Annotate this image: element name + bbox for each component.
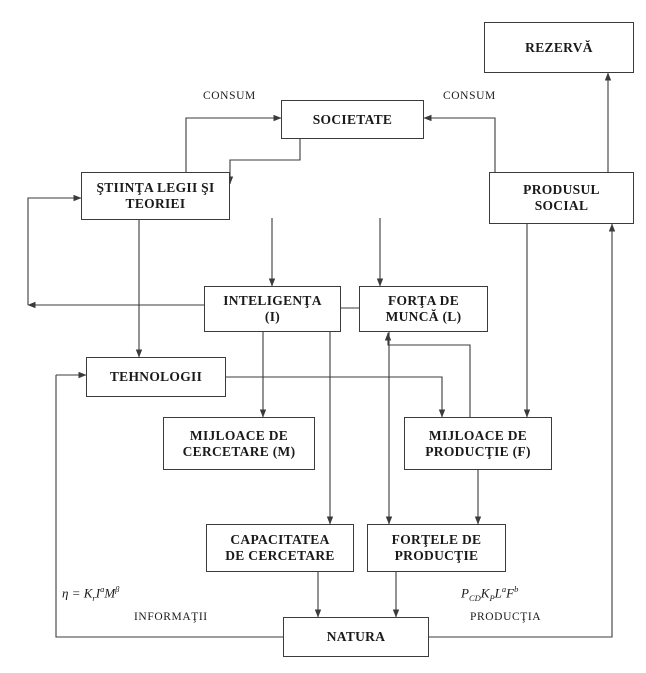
node-natura[interactable] xyxy=(283,617,429,657)
formula-research-k-sub: r xyxy=(92,592,96,603)
formula-research-k: K xyxy=(83,585,93,601)
formula-research-eq: = xyxy=(71,585,81,601)
node-mijloace-de-productie-line2: PRODUCŢIE (F) xyxy=(425,443,531,459)
formula-research-i: I xyxy=(95,585,101,601)
node-capacitatea-de-cercetare-line1: CAPACITATEA xyxy=(230,532,330,548)
node-fortele-de-productie[interactable] xyxy=(367,524,506,572)
node-natura-line1: NATURA xyxy=(326,629,386,645)
formula-production-k: K xyxy=(480,585,490,601)
node-mijloace-de-cercetare-line2: CERCETARE (M) xyxy=(182,443,296,459)
node-mijloace-de-cercetare-line1: MIJLOACE DE xyxy=(189,427,289,443)
formula-research-m: M xyxy=(104,585,116,601)
node-stiinta-legii-line2: TEORIEI xyxy=(125,196,186,211)
node-fortele-de-productie-line2: PRODUCŢIE xyxy=(394,548,479,563)
node-tehnologii-line1: TEHNOLOGII xyxy=(109,369,203,385)
node-forta-de-munca-line2: MUNCĂ (L) xyxy=(385,309,462,324)
node-produsul-social-line1: PRODUSUL xyxy=(523,182,600,198)
formula-production-p: P xyxy=(461,585,469,601)
node-produsul-social[interactable] xyxy=(489,172,634,224)
formula-production-p-sub: CD xyxy=(468,592,481,603)
formula-research-m-sup: β xyxy=(115,584,120,594)
edge-label-informatii: INFORMAŢII xyxy=(134,611,208,623)
edge-label-consum-left: CONSUM xyxy=(203,90,256,102)
node-tehnologii[interactable] xyxy=(86,357,226,397)
node-mijloace-de-cercetare[interactable] xyxy=(163,417,315,470)
formula-research xyxy=(62,584,119,603)
node-rezerva-line1: REZERVĂ xyxy=(525,39,593,55)
formula-production-f-sup: b xyxy=(514,584,519,594)
node-mijloace-de-productie-line1: MIJLOACE DE xyxy=(428,427,528,443)
node-capacitatea-de-cercetare[interactable] xyxy=(206,524,354,572)
node-fortele-de-productie-line1: FORŢELE DE xyxy=(391,532,482,548)
node-mijloace-de-productie[interactable] xyxy=(404,417,552,470)
formula-production-k-sub: P xyxy=(489,592,495,603)
formula-production-l-sup: a xyxy=(501,584,507,594)
formula-production xyxy=(461,584,518,603)
node-stiinta-legii[interactable] xyxy=(81,172,230,220)
node-rezerva[interactable] xyxy=(484,22,634,73)
node-societate-line1: SOCIETATE xyxy=(312,111,393,127)
node-forta-de-munca[interactable] xyxy=(359,286,488,332)
edge-label-consum-right: CONSUM xyxy=(443,90,496,102)
node-forta-de-munca-line1: FORŢA DE xyxy=(387,293,460,309)
node-capacitatea-de-cercetare-line2: DE CERCETARE xyxy=(225,548,335,563)
node-societate[interactable] xyxy=(281,100,424,139)
node-inteligenta-line1: INTELIGENŢA xyxy=(223,293,322,309)
node-stiinta-legii-line1: ŞTIINŢA LEGII ŞI xyxy=(96,180,215,196)
node-inteligenta-line2: (I) xyxy=(264,309,281,324)
formula-research-eta: η xyxy=(62,585,69,601)
node-inteligenta[interactable] xyxy=(204,286,341,332)
formula-production-l: L xyxy=(494,585,502,601)
formula-production-f: F xyxy=(506,585,515,601)
node-produsul-social-line2: SOCIAL xyxy=(534,198,589,213)
formula-research-i-sup: a xyxy=(100,584,105,594)
edge-label-productia: PRODUCŢIA xyxy=(470,611,542,623)
